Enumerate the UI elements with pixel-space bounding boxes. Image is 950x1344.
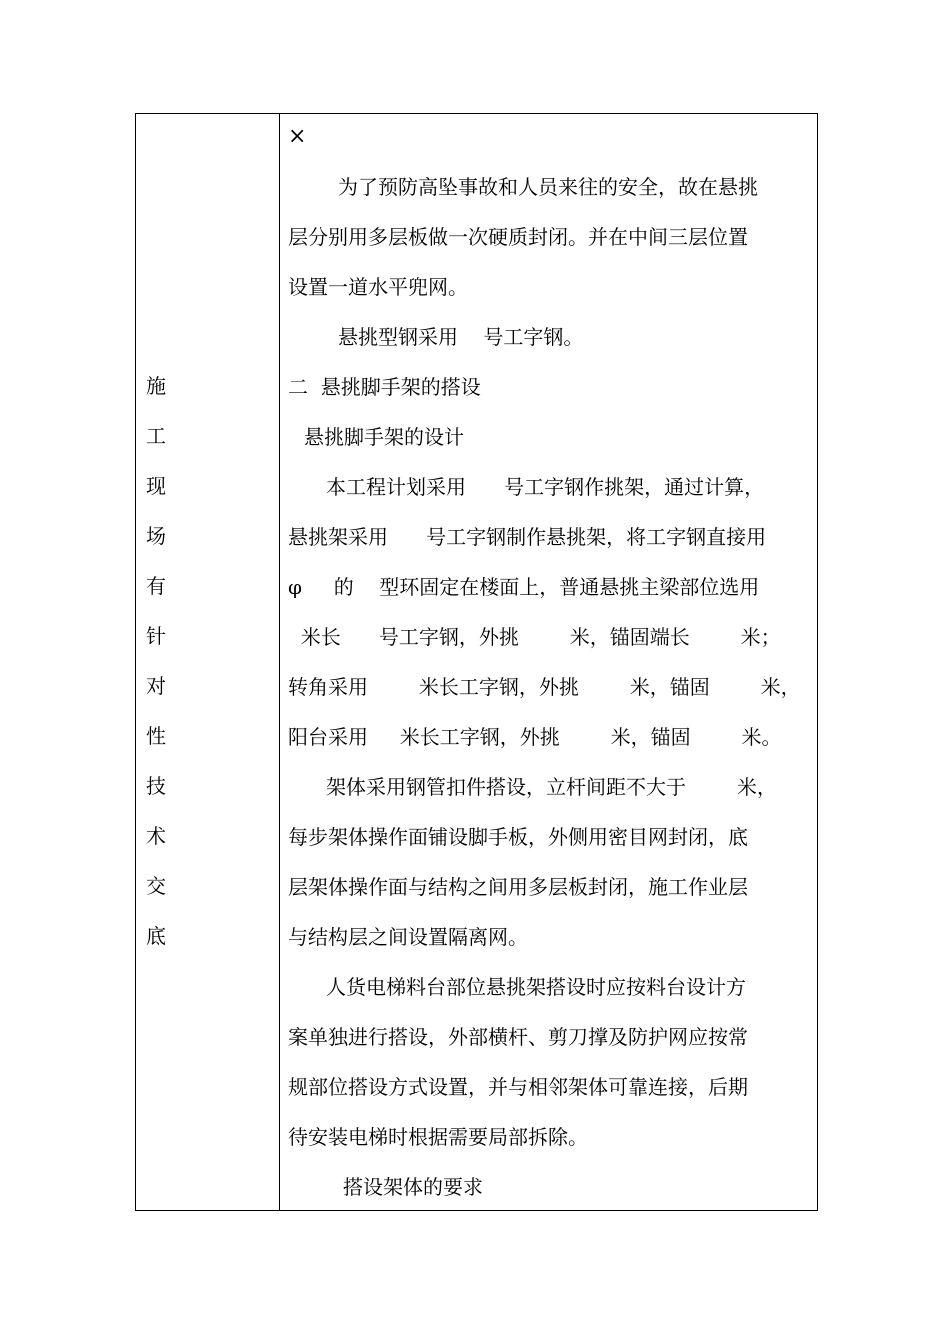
label-column — [136, 114, 279, 1210]
label-char: 交 — [146, 874, 166, 898]
label-char: 针 — [146, 624, 166, 648]
label-char: 场 — [146, 524, 166, 548]
text-line: 转角采用 米长工字钢，外挑 米，锚固 米， — [288, 675, 801, 699]
text-line: 案单独进行搭设，外部横杆、剪刀撑及防护网应按常 — [288, 1025, 748, 1049]
label-char: 术 — [146, 824, 166, 848]
text-line: 设置一道水平兜网。 — [288, 275, 468, 299]
label-char: 性 — [146, 724, 166, 748]
text-line: 米长 号工字钢，外挑 米，锚固端长 米； — [288, 625, 781, 649]
column-divider — [279, 114, 280, 1210]
text-line: 为了预防高坠事故和人员来往的安全，故在悬挑 — [338, 175, 758, 199]
document-table — [135, 113, 818, 1211]
content-column — [288, 114, 813, 1210]
text-line: 规部位搭设方式设置，并与相邻架体可靠连接，后期 — [288, 1075, 748, 1099]
label-char: 有 — [146, 574, 166, 598]
label-char: 底 — [146, 924, 166, 948]
text-line: 搭设架体的要求 — [343, 1175, 483, 1199]
text-line: 与结构层之间设置隔离网。 — [288, 925, 528, 949]
text-line: 架体采用钢管扣件搭设，立杆间距不大于 米， — [326, 775, 777, 799]
text-line: 层架体操作面与结构之间用多层板封闭，施工作业层 — [288, 875, 748, 899]
text-line: φ 的 型环固定在楼面上，普通悬挑主梁部位选用 — [288, 575, 760, 599]
label-char: 工 — [146, 424, 166, 448]
text-line: 悬挑脚手架的设计 — [304, 425, 464, 449]
label-char: 技 — [146, 774, 166, 798]
text-line: 待安装电梯时根据需要局部拆除。 — [288, 1125, 588, 1149]
text-line: 每步架体操作面铺设脚手板，外侧用密目网封闭，底 — [288, 825, 748, 849]
text-line: 人货电梯料台部位悬挑架搭设时应按料台设计方 — [326, 975, 746, 999]
cross-mark: × — [288, 124, 307, 149]
text-line: 二 悬挑脚手架的搭设 — [288, 375, 481, 399]
text-line: 悬挑型钢采用 号工字钢。 — [338, 325, 584, 349]
text-line: 阳台采用 米长工字钢，外挑 米，锚固 米。 — [288, 725, 782, 749]
label-char: 对 — [146, 674, 166, 698]
label-char: 施 — [146, 374, 166, 398]
text-line: 层分别用多层板做一次硬质封闭。并在中间三层位置 — [288, 225, 748, 249]
text-line: 悬挑架采用 号工字钢制作悬挑架，将工字钢直接用 — [288, 525, 767, 549]
text-line: 本工程计划采用 号工字钢作挑架，通过计算， — [326, 475, 765, 499]
label-char: 现 — [146, 474, 166, 498]
